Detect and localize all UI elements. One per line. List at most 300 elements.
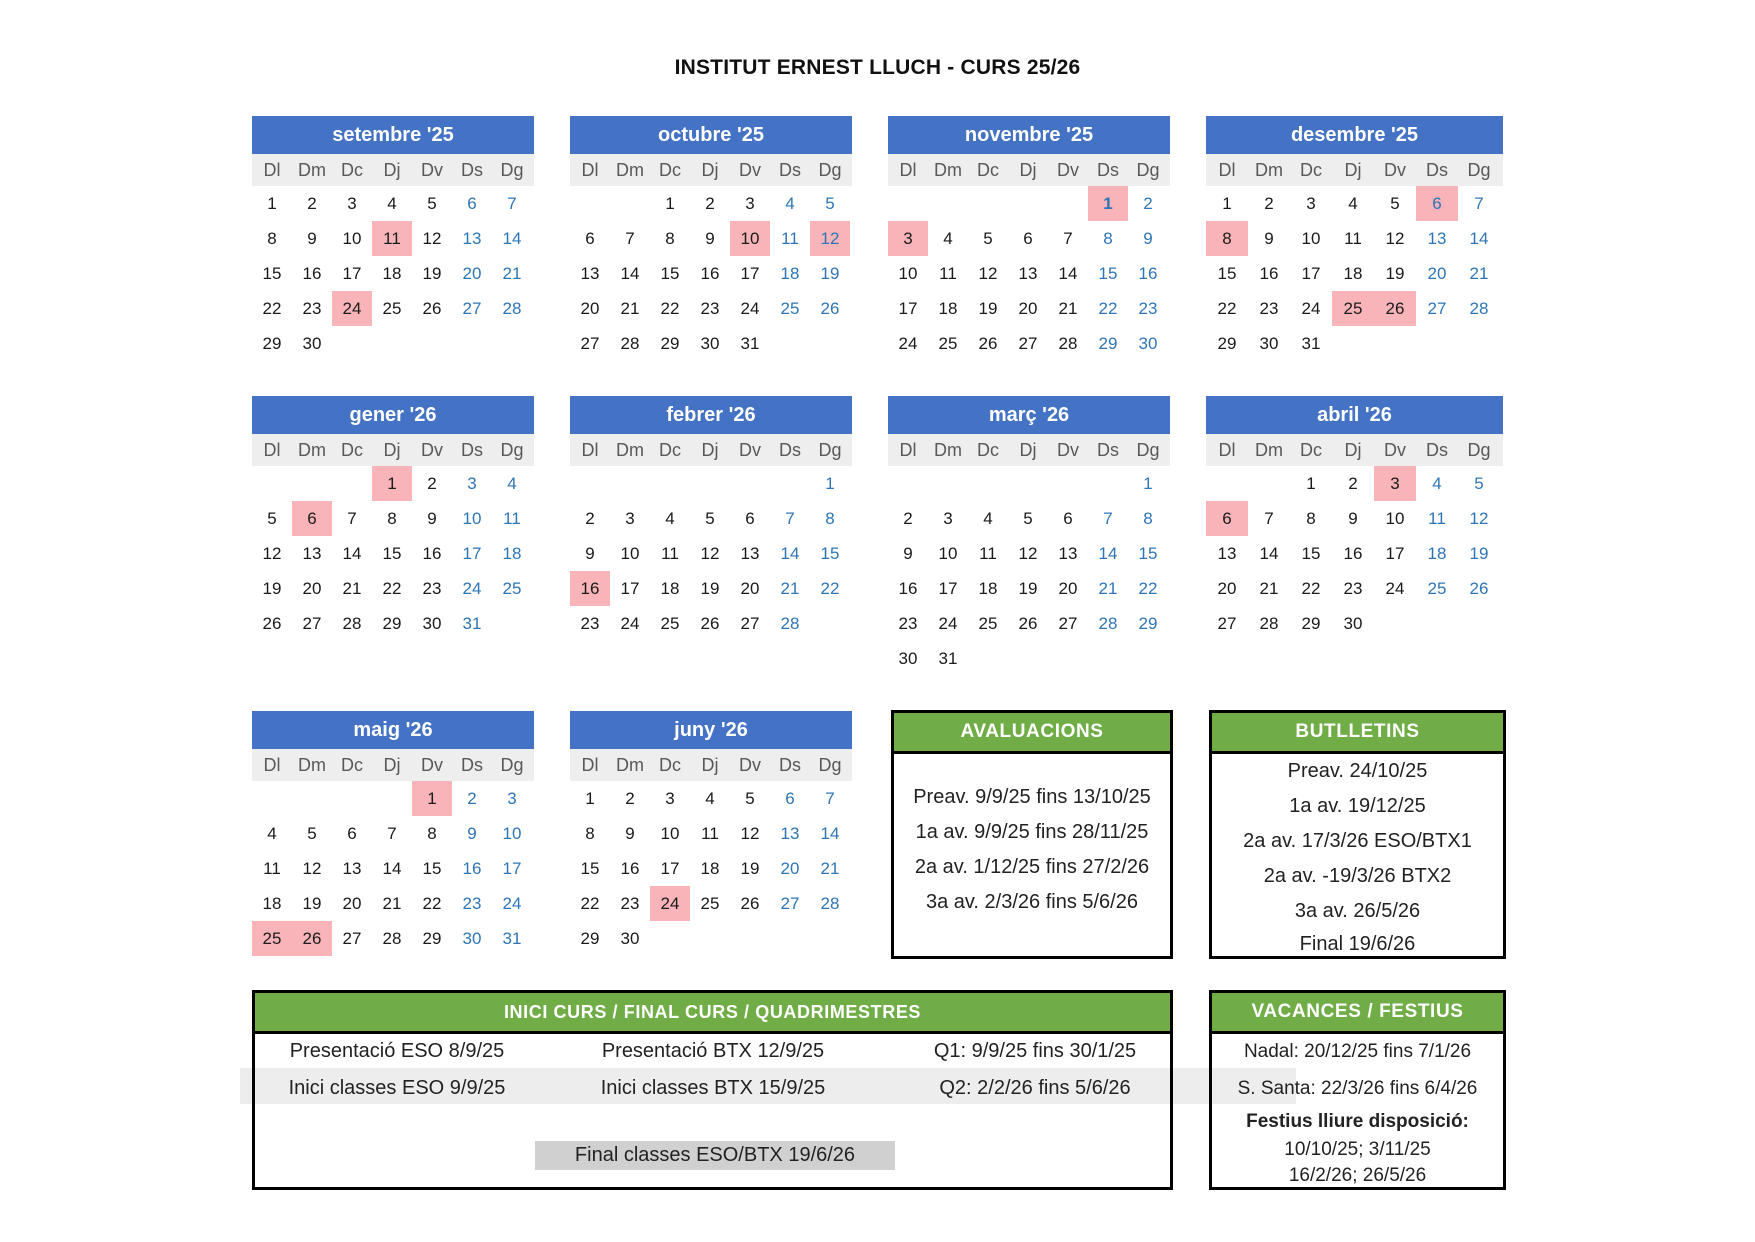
weekday-header-row [1206,434,1503,466]
days-grid [252,781,534,956]
day-cell: 31 [740,334,760,353]
day-cell: 9 [1348,509,1358,528]
weekday-label: Dm [298,440,326,460]
butlleti-line: Final 19/6/26 [1299,933,1416,955]
day-cell: 12 [302,859,322,878]
weekday-label: Dg [1136,160,1160,180]
month-name: setembre '25 [252,116,534,154]
day-cell: 29 [262,334,282,353]
day-cell: 8 [427,824,437,843]
empty-cell [928,186,968,221]
day-cell: 14 [1469,229,1489,248]
day-cell: 28 [1098,614,1118,633]
empty-cell [1008,466,1048,501]
day-cell: 15 [820,544,840,563]
day-cell: 23 [1138,299,1158,318]
day-cell: 4 [943,229,953,248]
day-cell: 6 [347,824,357,843]
day-cell: 24 [740,299,760,318]
day-cell: 4 [1432,474,1442,493]
avaluacio-line: 2a av. 1/12/25 fins 27/2/26 [914,856,1150,878]
month-name: febrer '26 [570,396,852,434]
weekday-label: Ds [779,755,801,775]
day-cell: 25 [1332,291,1374,326]
day-cell: 26 [292,921,332,956]
day-cell: 24 [1301,299,1321,318]
butlleti-line: Preav. 24/10/25 [1287,760,1428,782]
day-cell: 4 [507,474,517,493]
day-cell: 9 [585,544,595,563]
day-cell: 31 [502,929,522,948]
day-cell: 6 [1023,229,1033,248]
day-cell: 1 [585,789,595,808]
weekday-label: Dm [1255,160,1283,180]
butlleti-line: 3a av. 26/5/26 [1294,900,1421,922]
day-cell: 10 [620,544,640,563]
day-cell: 17 [620,579,640,598]
day-cell: 9 [1264,229,1274,248]
day-cell: 11 [781,229,799,248]
day-cell: 9 [903,544,913,563]
day-cell: 2 [307,194,317,213]
vacances-nadal: Nadal: 20/12/25 fins 7/1/26 [1243,1041,1472,1062]
day-cell: 16 [700,264,720,283]
weekday-label: Dl [581,755,599,775]
festius-line: 10/10/25; 3/11/25 [1284,1139,1431,1160]
day-cell: 29 [1098,334,1118,353]
day-cell: 7 [625,229,635,248]
day-cell: 28 [1058,334,1078,353]
day-cell: 24 [332,291,372,326]
day-cell: 3 [625,509,635,528]
days-grid [252,186,534,361]
weekday-label: Dc [341,160,363,180]
month-name: novembre '25 [888,116,1170,154]
empty-cell [1048,186,1088,221]
weekday-label: Dc [341,440,363,460]
day-cell: 24 [938,614,958,633]
day-cell: 3 [347,194,357,213]
day-cell: 5 [745,789,755,808]
day-cell: 26 [1374,291,1416,326]
day-cell: 14 [780,544,800,563]
weekday-label: Dj [701,440,719,460]
day-cell: 14 [1058,264,1078,283]
day-cell: 4 [1348,194,1358,213]
day-cell: 1 [372,466,412,501]
day-cell: 19 [820,264,840,283]
weekday-label: Dc [1300,160,1322,180]
weekday-label: Dg [818,755,842,775]
vacances-heading: VACANCES / FESTIUS [1212,993,1503,1034]
weekday-label: Dl [581,160,599,180]
empty-cell [968,466,1008,501]
day-cell: 19 [1469,544,1489,563]
day-cell: 12 [1385,229,1405,248]
weekday-label: Dl [581,440,599,460]
month-name: octubre '25 [570,116,852,154]
day-cell: 7 [1264,509,1274,528]
day-cell: 21 [1098,579,1118,598]
weekday-label: Dc [659,755,681,775]
day-cell: 6 [785,789,795,808]
final-classes: Final classes ESO/BTX 19/6/26 [535,1141,895,1170]
day-cell: 20 [302,579,322,598]
day-cell: 8 [1103,229,1113,248]
weekday-label: Dm [616,160,644,180]
weekday-label: Dg [500,440,524,460]
day-cell: 11 [939,264,957,283]
day-cell: 6 [1063,509,1073,528]
day-cell: 27 [302,614,322,633]
day-cell: 26 [262,614,282,633]
month-calendar [888,396,1170,676]
weekday-label: Dl [263,755,281,775]
weekday-label: Dm [1255,440,1283,460]
day-cell: 21 [382,894,402,913]
day-cell: 17 [342,264,362,283]
day-cell: 15 [262,264,282,283]
butlleti-line: 2a av. -19/3/26 BTX2 [1263,865,1452,887]
day-cell: 20 [1018,299,1038,318]
day-cell: 6 [1416,186,1458,221]
weekday-label: Ds [1097,160,1119,180]
day-cell: 1 [1306,474,1316,493]
day-cell: 21 [620,299,640,318]
day-cell: 22 [1301,579,1321,598]
day-cell: 29 [1301,614,1321,633]
day-cell: 25 [382,299,402,318]
day-cell: 14 [820,824,840,843]
day-cell: 25 [502,579,522,598]
day-cell: 24 [502,894,522,913]
month-calendar [570,116,852,361]
day-cell: 18 [978,579,998,598]
empty-cell [650,466,690,501]
day-cell: 31 [938,649,958,668]
day-cell: 3 [943,509,953,528]
day-cell: 9 [307,229,317,248]
weekday-label: Dc [341,755,363,775]
weekday-label: Dj [1019,160,1037,180]
weekday-label: Dl [1218,440,1236,460]
day-cell: 1 [1143,474,1153,493]
weekday-label: Dv [739,440,761,460]
day-cell: 8 [1206,221,1248,256]
day-cell: 10 [1301,229,1321,248]
day-cell: 2 [1264,194,1274,213]
empty-cell [332,466,372,501]
day-cell: 30 [1343,614,1363,633]
day-cell: 26 [700,614,720,633]
day-cell: 23 [580,614,600,633]
day-cell: 27 [740,614,760,633]
weekday-label: Ds [461,160,483,180]
day-cell: 14 [502,229,522,248]
day-cell: 19 [302,894,322,913]
day-cell: 1 [412,781,452,816]
day-cell: 23 [700,299,720,318]
day-cell: 5 [1390,194,1400,213]
day-cell: 19 [422,264,442,283]
weekday-label: Dg [1467,160,1491,180]
inici-col1-line: Inici classes ESO 9/9/25 [288,1077,506,1099]
day-cell: 13 [302,544,322,563]
weekday-label: Dl [1218,160,1236,180]
day-cell: 9 [467,824,477,843]
weekday-label: Dv [421,755,443,775]
days-grid [1206,186,1503,361]
empty-cell [888,466,928,501]
day-cell: 16 [1259,264,1279,283]
empty-cell [888,186,928,221]
day-cell: 23 [1259,299,1279,318]
day-cell: 12 [978,264,998,283]
day-cell: 9 [427,509,437,528]
festius-line: 16/2/26; 26/5/26 [1288,1165,1427,1186]
days-grid [570,466,852,641]
day-cell: 8 [665,229,675,248]
day-cell: 30 [422,614,442,633]
day-cell: 17 [462,544,482,563]
day-cell: 1 [825,474,835,493]
day-cell: 5 [983,229,993,248]
avaluacio-line: 1a av. 9/9/25 fins 28/11/25 [915,821,1149,843]
weekday-label: Dv [739,755,761,775]
days-grid [570,781,852,956]
empty-cell [1088,466,1128,501]
day-cell: 12 [1469,509,1489,528]
day-cell: 30 [700,334,720,353]
day-cell: 10 [502,824,522,843]
day-cell: 24 [462,579,482,598]
day-cell: 20 [1217,579,1237,598]
day-cell: 20 [580,299,600,318]
day-cell: 27 [1427,299,1447,318]
days-grid [252,466,534,641]
day-cell: 22 [262,299,282,318]
day-cell: 28 [1259,614,1279,633]
day-cell: 20 [1427,264,1447,283]
day-cell: 23 [462,894,482,913]
day-cell: 18 [382,264,402,283]
empty-cell [252,781,292,816]
weekday-label: Dm [616,755,644,775]
empty-cell [1248,466,1290,501]
weekday-label: Dg [818,160,842,180]
month-name: març '26 [888,396,1170,434]
day-cell: 12 [262,544,282,563]
day-cell: 18 [1427,544,1447,563]
weekday-label: Dj [1019,440,1037,460]
weekday-header-row [888,434,1170,466]
weekday-label: Dl [263,440,281,460]
day-cell: 20 [462,264,482,283]
weekday-header-row [570,154,852,186]
day-cell: 27 [1058,614,1078,633]
weekday-header-row [252,154,534,186]
weekday-label: Dc [977,440,999,460]
day-cell: 6 [585,229,595,248]
empty-cell [690,466,730,501]
day-cell: 7 [1474,194,1484,213]
day-cell: 25 [938,334,958,353]
day-cell: 16 [1343,544,1363,563]
day-cell: 7 [387,824,397,843]
day-cell: 17 [938,579,958,598]
weekday-label: Ds [461,440,483,460]
day-cell: 16 [620,859,640,878]
day-cell: 19 [740,859,760,878]
day-cell: 20 [342,894,362,913]
weekday-label: Dv [1384,440,1406,460]
day-cell: 12 [740,824,760,843]
day-cell: 21 [820,859,840,878]
day-cell: 19 [262,579,282,598]
day-cell: 26 [422,299,442,318]
day-cell: 5 [307,824,317,843]
day-cell: 11 [372,221,412,256]
weekday-header-row [252,749,534,781]
day-cell: 13 [780,824,800,843]
day-cell: 7 [825,789,835,808]
empty-cell [730,466,770,501]
butlleti-line: 1a av. 19/12/25 [1289,795,1426,817]
day-cell: 18 [1343,264,1363,283]
day-cell: 14 [1098,544,1118,563]
vacances-setmana-santa: S. Santa: 22/3/26 fins 6/4/26 [1237,1078,1478,1099]
day-cell: 15 [1301,544,1321,563]
weekday-label: Ds [461,755,483,775]
day-cell: 15 [422,859,442,878]
day-cell: 7 [785,509,795,528]
avaluacions-box [891,710,1173,959]
day-cell: 28 [820,894,840,913]
day-cell: 23 [422,579,442,598]
day-cell: 25 [780,299,800,318]
day-cell: 3 [665,789,675,808]
day-cell: 26 [740,894,760,913]
inici-col2-line: Presentació BTX 12/9/25 [601,1040,825,1062]
day-cell: 26 [978,334,998,353]
day-cell: 10 [660,824,680,843]
weekday-header-row [570,434,852,466]
weekday-label: Dm [934,440,962,460]
day-cell: 3 [888,221,928,256]
weekday-label: Dm [616,440,644,460]
weekday-label: Dm [934,160,962,180]
day-cell: 22 [820,579,840,598]
day-cell: 16 [570,571,610,606]
avaluacio-line: Preav. 9/9/25 fins 13/10/25 [913,786,1151,808]
empty-cell [610,466,650,501]
inici-col3-line: Q2: 2/2/26 fins 5/6/26 [939,1077,1131,1099]
inici-col3-line: Q1: 9/9/25 fins 30/1/25 [933,1040,1137,1062]
day-cell: 15 [580,859,600,878]
day-cell: 11 [503,509,521,528]
day-cell: 29 [1138,614,1158,633]
day-cell: 18 [502,544,522,563]
avaluacions-heading: AVALUACIONS [894,713,1170,754]
day-cell: 7 [507,194,517,213]
day-cell: 19 [700,579,720,598]
day-cell: 8 [267,229,277,248]
day-cell: 3 [1306,194,1316,213]
day-cell: 10 [730,221,770,256]
day-cell: 2 [903,509,913,528]
day-cell: 16 [302,264,322,283]
weekday-label: Dg [500,160,524,180]
days-grid [888,466,1170,676]
day-cell: 22 [422,894,442,913]
weekday-label: Dc [1300,440,1322,460]
day-cell: 6 [467,194,477,213]
day-cell: 25 [660,614,680,633]
days-grid [888,186,1170,361]
day-cell: 10 [898,264,918,283]
month-calendar [570,711,852,956]
day-cell: 13 [1018,264,1038,283]
day-cell: 8 [825,509,835,528]
weekday-label: Dc [659,160,681,180]
weekday-header-row [1206,154,1503,186]
day-cell: 2 [625,789,635,808]
day-cell: 7 [1103,509,1113,528]
day-cell: 14 [620,264,640,283]
inici-col1-line: Presentació ESO 8/9/25 [289,1040,505,1062]
day-cell: 13 [580,264,600,283]
month-name: juny '26 [570,711,852,749]
day-cell: 31 [1301,334,1321,353]
day-cell: 24 [650,886,690,921]
day-cell: 13 [1427,229,1447,248]
month-calendar [252,116,534,361]
day-cell: 14 [382,859,402,878]
day-cell: 15 [1098,264,1118,283]
day-cell: 5 [427,194,437,213]
weekday-label: Ds [1097,440,1119,460]
day-cell: 19 [1385,264,1405,283]
day-cell: 8 [1143,509,1153,528]
day-cell: 22 [1217,299,1237,318]
day-cell: 3 [1374,466,1416,501]
weekday-label: Dm [298,755,326,775]
day-cell: 5 [1023,509,1033,528]
day-cell: 9 [1143,229,1153,248]
day-cell: 11 [701,824,719,843]
day-cell: 18 [938,299,958,318]
day-cell: 11 [1428,509,1446,528]
inici-col2-line: Inici classes BTX 15/9/25 [600,1077,826,1099]
empty-cell [332,781,372,816]
day-cell: 28 [502,299,522,318]
day-cell: 4 [705,789,715,808]
day-cell: 21 [1058,299,1078,318]
weekday-label: Dv [421,440,443,460]
empty-cell [1008,186,1048,221]
day-cell: 29 [1217,334,1237,353]
day-cell: 21 [342,579,362,598]
day-cell: 24 [620,614,640,633]
weekday-label: Dg [1467,440,1491,460]
day-cell: 13 [1058,544,1078,563]
day-cell: 6 [1206,501,1248,536]
weekday-label: Dg [1136,440,1160,460]
day-cell: 3 [745,194,755,213]
weekday-label: Dv [421,160,443,180]
month-calendar [252,396,534,641]
day-cell: 14 [1259,544,1279,563]
